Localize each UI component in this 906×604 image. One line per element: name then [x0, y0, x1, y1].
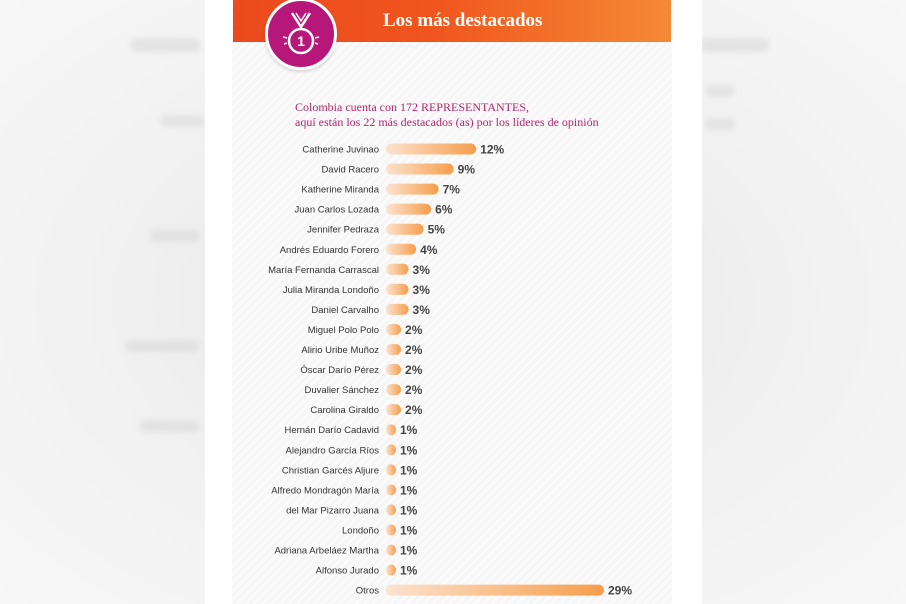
- value-label: 5%: [427, 222, 445, 237]
- bar: [386, 224, 424, 235]
- category-label: Miguel Polo Polo: [307, 324, 379, 336]
- bar: [386, 524, 396, 535]
- subtitle-line: Colombia cuenta con 172 REPRESENTANTES,: [295, 100, 530, 114]
- value-label: 1%: [400, 483, 418, 498]
- bar: [386, 484, 396, 495]
- category-label: Christian Garcés Aljure: [281, 465, 379, 477]
- category-label: Catherine Juvinao: [302, 144, 379, 156]
- bar: [386, 444, 396, 455]
- medal-number: 1: [297, 33, 305, 49]
- category-label: Alfonso Jurado: [315, 565, 379, 577]
- value-label: 2%: [405, 363, 423, 378]
- category-label: Jennifer Pedraza: [307, 224, 379, 236]
- category-label: Katherine Miranda: [301, 184, 379, 196]
- category-label: Daniel Carvalho: [311, 304, 379, 316]
- category-label: Duvalier Sánchez: [304, 385, 379, 397]
- bar: [386, 324, 401, 335]
- bar: [386, 184, 439, 195]
- bar: [386, 404, 401, 415]
- value-label: 2%: [405, 403, 423, 418]
- bar: [386, 164, 454, 175]
- value-label: 7%: [442, 182, 460, 197]
- category-label: Óscar Darío Pérez: [300, 365, 379, 377]
- category-label: Carolina Giraldo: [310, 405, 379, 417]
- bar: [386, 384, 401, 395]
- value-label: 1%: [400, 423, 418, 438]
- bar: [386, 244, 416, 255]
- category-label: Otros: [355, 585, 379, 597]
- bar: [386, 264, 409, 275]
- category-label: Londoño: [342, 525, 379, 537]
- bar: [386, 464, 396, 475]
- bar: [386, 304, 409, 315]
- category-label: Alirio Uribe Muñoz: [301, 345, 379, 356]
- bar: [386, 424, 396, 435]
- value-label: 3%: [412, 262, 430, 277]
- value-label: 4%: [420, 242, 438, 257]
- bar: [386, 144, 476, 155]
- bar: [386, 504, 396, 515]
- bar: [386, 565, 396, 576]
- value-label: 3%: [412, 282, 430, 297]
- category-label: María Fernanda Carrascal: [268, 264, 379, 276]
- category-label: David Racero: [321, 164, 379, 176]
- value-label: 2%: [405, 322, 423, 337]
- category-label: Alejandro García Ríos: [285, 445, 379, 457]
- value-label: 6%: [435, 202, 453, 217]
- bar: [386, 545, 396, 556]
- value-label: 29%: [608, 583, 633, 598]
- category-label: Adriana Arbeláez Martha: [274, 545, 379, 557]
- category-label: Alfredo Mondragón María: [271, 485, 379, 497]
- category-label: Hernán Darío Cadavid: [284, 425, 379, 437]
- bar: [386, 204, 431, 215]
- bar: [386, 585, 604, 596]
- value-label: 2%: [405, 343, 423, 357]
- value-label: 1%: [400, 563, 418, 578]
- bar: [386, 284, 409, 295]
- value-label: 1%: [400, 463, 418, 478]
- value-label: 9%: [457, 162, 475, 177]
- value-label: 1%: [400, 443, 418, 458]
- value-label: 1%: [400, 543, 418, 558]
- value-label: 2%: [405, 383, 423, 398]
- subtitle-line: aquí están los 22 más destacados (as) por los líderes de opinión: [295, 115, 599, 129]
- value-label: 1%: [400, 523, 418, 538]
- category-label: Julia Miranda Londoño: [282, 284, 379, 296]
- value-label: 12%: [480, 142, 505, 157]
- header-title: Los más destacados: [383, 10, 543, 31]
- category-label: Andrés Eduardo Forero: [279, 244, 379, 256]
- bar: [386, 364, 401, 375]
- category-label: Juan Carlos Lozada: [294, 204, 379, 216]
- bar: [386, 344, 401, 355]
- value-label: 3%: [412, 302, 430, 317]
- category-label: del Mar Pizarro Juana: [286, 505, 379, 517]
- value-label: 1%: [400, 503, 418, 518]
